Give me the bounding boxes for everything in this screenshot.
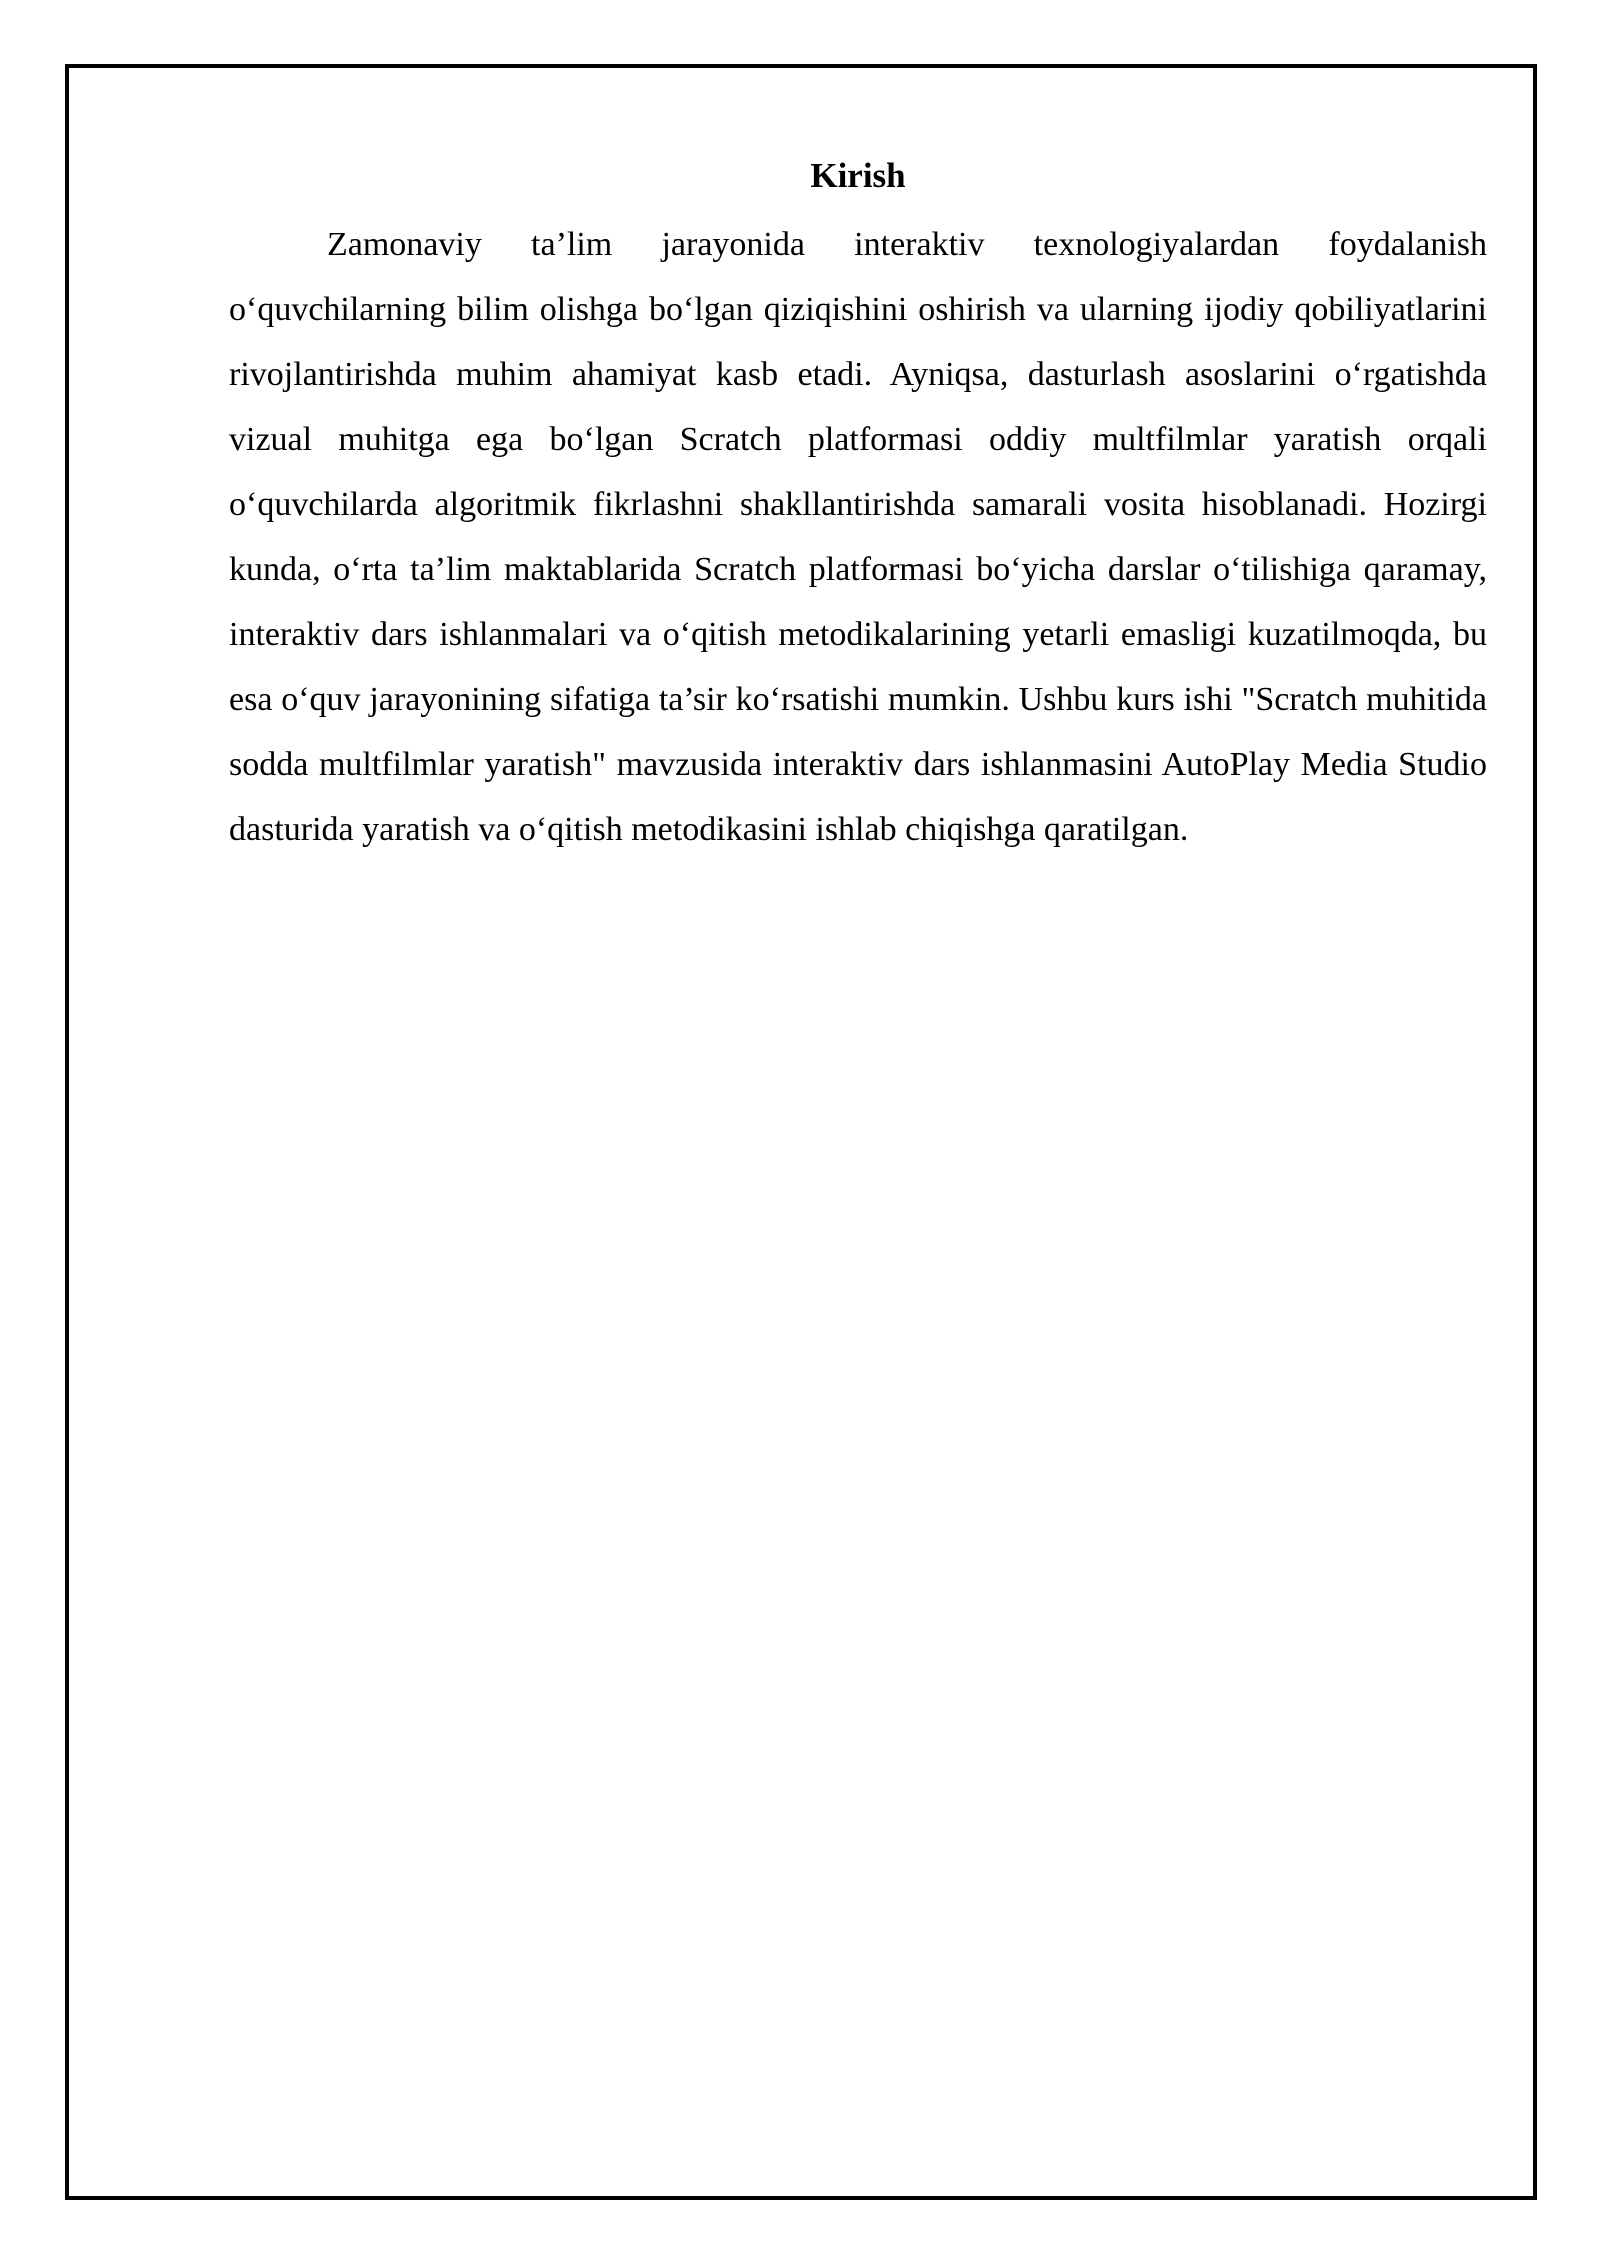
section-title: Kirish: [810, 156, 906, 195]
document-body: [229, 150, 1487, 862]
intro-paragraph: Zamonaviy ta’lim jarayonida interaktiv texnologiyalardan foydalanish o‘quvchilarning bilim olishga bo‘lgan qiziqishini oshirish va ularning ijodiy qobiliyatlarini rivojlantirishda muhim ahamiyat kasb etadi. Ayniqsa, dasturlash asoslarini o‘rgatishda vizual muhitga ega bo‘lgan Scratch platformasi oddiy multfilmlar yaratish orqali o‘quvchilarda algoritmik fikrlashni shakllantirishda samarali vosita hisoblanadi. Hozirgi kunda, o‘rta ta’lim maktablarida Scratch platformasi bo‘yicha darslar o‘tilishiga qaramay, interaktiv dars ishlanmalari va o‘qitish metodikalarining yetarli emasligi kuzatilmoqda, bu esa o‘quv jarayonining sifatiga ta’sir ko‘rsatishi mumkin. Ushbu kurs ishi "Scratch muhitida sodda multfilmlar yaratish" mavzusida interaktiv dars ishlanmasini AutoPlay Media Studio dasturida yaratish va o‘qitish metodikasini ishlab chiqishga qaratilgan.: [229, 226, 1487, 848]
